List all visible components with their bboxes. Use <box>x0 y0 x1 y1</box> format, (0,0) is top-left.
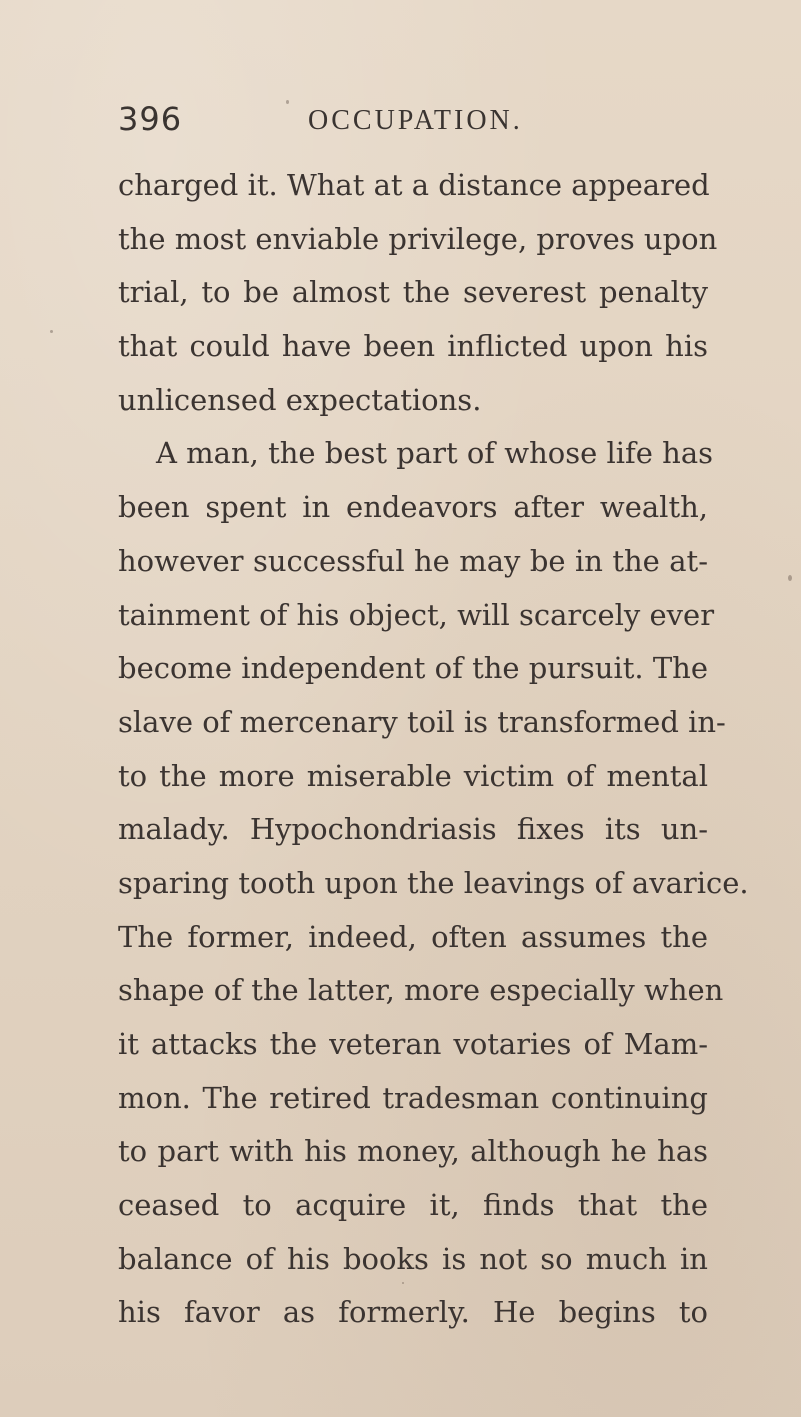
body-text <box>118 159 749 1340</box>
text-line: A man, the best part of whose life has <box>156 436 713 471</box>
text-line: sparing tooth upon the leavings of avarice. <box>118 865 749 900</box>
text-line: mon. The retired tradesman continuing <box>118 1080 708 1115</box>
page-number: 396 <box>118 100 183 138</box>
text-line: his favor as formerly. He begins to <box>118 1295 708 1330</box>
text-line: slave of mercenary toil is transformed in- <box>118 704 726 739</box>
paper-speck <box>788 575 792 581</box>
text-line: tainment of his object, will scarcely ever <box>118 597 715 632</box>
paper-speck <box>286 100 289 104</box>
text-line: malady. Hypochondriasis fixes its un- <box>118 812 708 847</box>
text-line: trial, to be almost the severest penalty <box>118 275 708 310</box>
text-line: become independent of the pursuit. The <box>118 651 708 686</box>
text-line: The former, indeed, often assumes the <box>118 919 708 954</box>
text-line: to part with his money, although he has <box>118 1134 708 1169</box>
paper-speck <box>50 330 53 333</box>
text-line: balance of his books is not so much in <box>118 1241 708 1276</box>
text-line: to the more miserable victim of mental <box>118 758 708 793</box>
text-line: the most enviable privilege, proves upon <box>118 221 718 256</box>
text-line: however successful he may be in the at- <box>118 543 708 578</box>
running-head: OCCUPATION. <box>308 105 523 136</box>
text-line: charged it. What at a distance appeared <box>118 168 710 202</box>
text-line: shape of the latter, more especially when <box>118 973 724 1008</box>
text-line: unlicensed expectations. <box>118 382 482 417</box>
text-line: ceased to acquire it, finds that the <box>118 1188 708 1223</box>
paper-speck <box>402 1282 404 1284</box>
text-line: it attacks the veteran votaries of Mam- <box>118 1027 708 1061</box>
text-line: that could have been inflicted upon his <box>118 329 708 364</box>
text-line: been spent in endeavors after wealth, <box>118 490 708 525</box>
page-header <box>118 100 708 140</box>
